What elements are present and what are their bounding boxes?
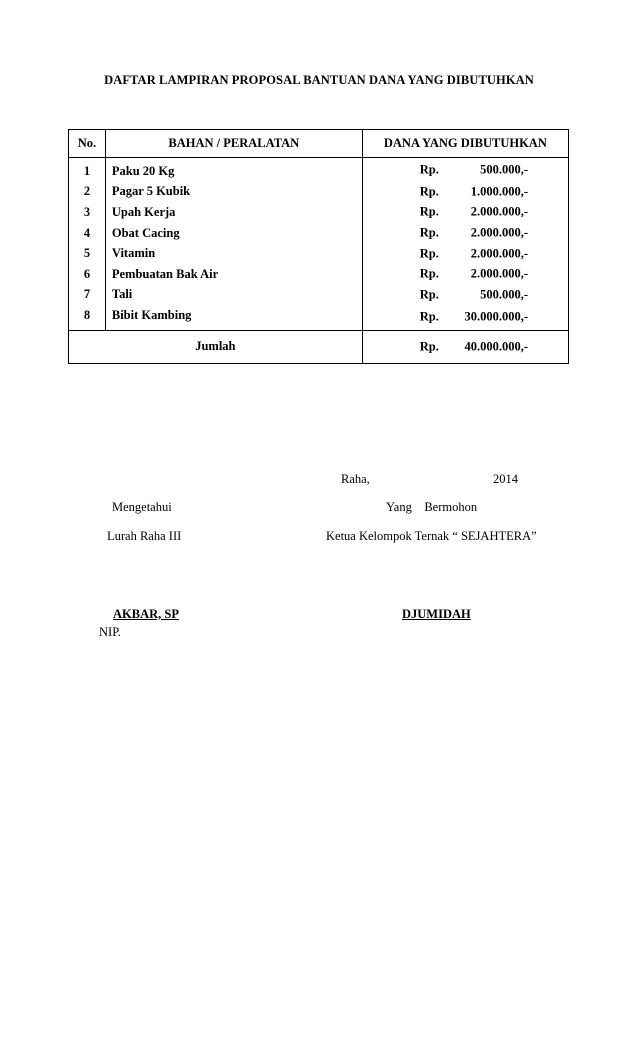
row-no: 8 [69,305,106,330]
row-no: 2 [69,182,106,203]
total-amount: 40.000.000,- [464,339,528,354]
row-no: 7 [69,285,106,306]
table-row [69,305,569,330]
row-item: Upah Kerja [105,202,362,223]
row-currency: Rp. [419,225,439,240]
left-role: Lurah Raha III [107,529,182,543]
row-fund [362,202,568,223]
table-row [69,202,569,223]
row-fund [362,285,568,306]
signature-place: Raha, [341,472,370,486]
right-role: Ketua Kelompok Ternak “ SEJAHTERA” [326,529,537,543]
row-no: 6 [69,264,106,285]
row-fund [362,305,568,330]
row-amount: 2.000.000,- [470,225,528,240]
signature-year: 2014 [493,472,518,486]
row-currency: Rp. [419,184,439,199]
row-currency: Rp. [419,287,439,302]
row-amount: 1.000.000,- [470,184,528,199]
table-header-row [69,130,569,158]
row-fund [362,223,568,244]
left-nip: NIP. [99,625,121,639]
left-signatory-name: AKBAR, SP [113,607,179,621]
header-no: No. [69,130,106,158]
row-item: Pembuatan Bak Air [105,264,362,285]
row-item: Tali [105,285,362,306]
total-fund [362,330,568,363]
table-row [69,264,569,285]
row-item: Vitamin [105,243,362,264]
row-fund [362,264,568,285]
row-currency: Rp. [419,309,439,324]
row-fund [362,158,568,182]
row-no: 1 [69,158,106,182]
row-item: Bibit Kambing [105,305,362,330]
row-no: 4 [69,223,106,244]
right-signatory-name: DJUMIDAH [402,607,471,621]
row-amount: 2.000.000,- [470,204,528,219]
header-item: BAHAN / PERALATAN [105,130,362,158]
table-row [69,158,569,182]
row-currency: Rp. [419,266,439,281]
table-row [69,243,569,264]
row-no: 5 [69,243,106,264]
table-row [69,182,569,203]
total-label: Jumlah [69,330,363,363]
row-currency: Rp. [419,246,439,261]
row-item: Paku 20 Kg [105,158,362,182]
funding-table [68,129,569,364]
header-fund: DANA YANG DIBUTUHKAN [362,130,568,158]
total-row [69,330,569,363]
row-amount: 2.000.000,- [470,266,528,281]
table-row [69,285,569,306]
left-intro: Mengetahui [112,500,172,514]
row-fund [362,243,568,264]
row-currency: Rp. [419,204,439,219]
document-title: DAFTAR LAMPIRAN PROPOSAL BANTUAN DANA YANG DIBUTUHKAN [104,73,534,87]
row-fund [362,182,568,203]
right-intro: Yang Bermohon [386,500,478,514]
row-item: Obat Cacing [105,223,362,244]
row-amount: 500.000,- [480,287,528,302]
row-amount: 500.000,- [480,162,528,177]
row-currency: Rp. [419,162,439,177]
table-row [69,223,569,244]
total-currency: Rp. [419,339,439,354]
row-item: Pagar 5 Kubik [105,182,362,203]
row-amount: 30.000.000,- [464,309,528,324]
row-no: 3 [69,202,106,223]
row-amount: 2.000.000,- [470,246,528,261]
